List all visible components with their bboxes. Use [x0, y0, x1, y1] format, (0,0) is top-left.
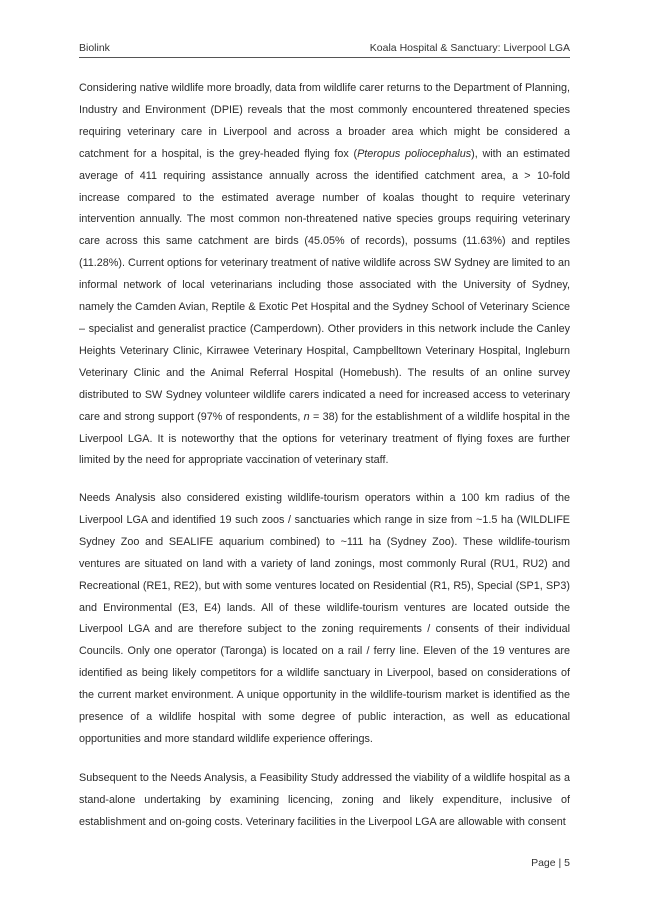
paragraph-text: = 38) for the establishment of a wildlife hospital in the Liverpool LGA. It is noteworthy that the options for veterinary treatment of flying foxes are further limited by the need for appropriate vaccination of veterinary staff.: [79, 410, 570, 467]
species-name: Pteropus poliocephalus: [357, 147, 472, 160]
page-header: [79, 41, 570, 58]
paragraph-text: Needs Analysis also considered existing wildlife-tourism operators within a 100 km radius of the Liverpool LGA and identified 19 such zoos / sanctuaries which range in size from ~1.5 ha (WILDLIFE Sydney Zoo and SEALIFE aquarium combined) to ~111 ha (Sydney Zoo). These wildlife-tourism ventures are situated on land with a variety of land zonings, most commonly Rural (RU1, RU2) and Recreational (RE1, RE2), but with some ventures located on Residential (R1, R5), Special (SP1, SP3) and Environmental (E3, E4) lands. All of these wildlife-tourism ventures are located outside the Liverpool LGA and are therefore subject to the zoning requirements / consents of their individual Councils. Only one operator (Taronga) is located on a rail / ferry line. Eleven of the 19 ventures are identified as being likely competitors for a wildlife sanctuary in Liverpool, based on considerations of the current market environment. A unique opportunity in the wildlife-tourism market is identified as the presence of a wildlife hospital with some degree of public interaction, as well as educational opportunities and more standard wildlife experience offerings.: [79, 492, 570, 745]
paragraph-wildlife-tourism: [79, 488, 570, 751]
header-org-name: Biolink: [79, 42, 110, 54]
sample-size-symbol: n: [303, 410, 310, 423]
paragraph-text: Subsequent to the Needs Analysis, a Feasibility Study addressed the viability of a wildlife hospital as a stand-alone undertaking by examining licencing, zoning and likely expenditure, inclusive of establishment and on-going costs. Veterinary facilities in the Liverpool LGA are allowable with consent: [79, 772, 570, 828]
header-document-title: Koala Hospital & Sanctuary: Liverpool LGA: [369, 42, 570, 54]
paragraph-feasibility-study: [79, 768, 570, 834]
page-number: Page | 5: [531, 857, 570, 869]
paragraph-native-wildlife: [79, 78, 570, 472]
paragraph-text: Considering native wildlife more broadly, data from wildlife carer returns to the Department of Planning, Industry and Environment (DPIE) reveals that the most commonly encountered threatened species requiring veterinary care in Liverpool and across a broader area which might be considered a catchment for a hospital, is the grey-headed flying fox (: [79, 82, 570, 160]
paragraph-text: ), with an estimated average of 411 requiring assistance annually across the identified catchment area, a > 10-fold increase compared to the estimated average number of koalas thought to require veterinary intervention annually. The most common non-threatened native species groups requiring veterinary care across this same catchment are birds (45.05% of records), possums (11.63%) and reptiles (11.28%). Current options for veterinary treatment of native wildlife across SW Sydney are limited to an informal network of local veterinarians including those associated with the University of Sydney, namely the Camden Avian, Reptile & Exotic Pet Hospital and the Sydney School of Veterinary Science – specialist and generalist practice (Camperdown). Other providers in this network include the Canley Heights Veterinary Clinic, Kirrawee Veterinary Hospital, Campbelltown Veterinary Hospital, Ingleburn Veterinary Clinic and the Animal Referral Hospital (Homebush). The results of an online survey distributed to SW Sydney volunteer wildlife carers indicated a need for increased access to veterinary care and strong support (97% of respondents,: [79, 147, 570, 423]
